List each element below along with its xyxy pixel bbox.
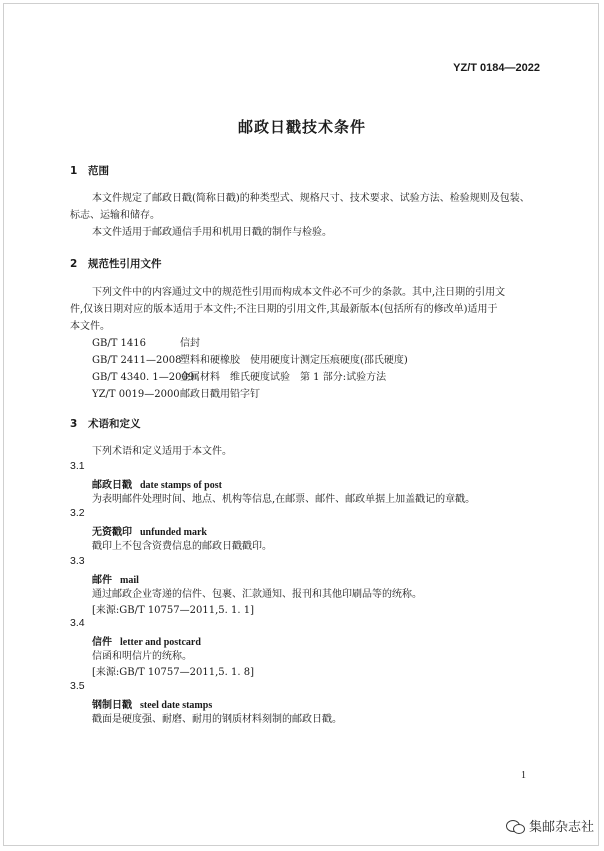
term-en: date stamps of post [140, 480, 222, 491]
section-2-para-1-end: 本文件。 [70, 321, 110, 332]
section-2-title: 规范性引用文件 [88, 258, 162, 270]
section-2-number: 2 [70, 258, 78, 270]
term-heading [92, 633, 201, 648]
reference-title: 邮政日戳用铅字钉 [180, 389, 260, 400]
reference-title: 金属材料 维氏硬度试验 第 1 部分:试验方法 [180, 372, 387, 383]
reference-item [92, 335, 200, 352]
term-heading [92, 571, 139, 586]
watermark [506, 816, 594, 835]
section-3-heading [70, 416, 141, 431]
section-3-title: 术语和定义 [88, 418, 141, 430]
section-1-heading [70, 163, 109, 178]
section-1-para-1: 本文件规定了邮政日戳(简称日戳)的种类型式、规格尺寸、技术要求、试验方法、检验规则及包装、 [92, 193, 530, 204]
term-cn: 信件 [92, 637, 112, 648]
term-number: 3.4 [70, 617, 85, 629]
standard-code: YZ/T 0184—2022 [453, 62, 540, 74]
watermark-text: 集邮杂志社 [528, 820, 594, 835]
term-cn: 钢制日戳 [92, 700, 132, 711]
document-title: 邮政日戳技术条件 [237, 118, 366, 136]
section-2-heading [70, 256, 162, 271]
reference-item [92, 386, 260, 403]
term-cn: 无资戳印 [92, 527, 132, 538]
reference-item [92, 369, 386, 386]
term-definition: 通过邮政企业寄递的信件、包裹、汇款通知、报刊和其他印刷品等的统称。 [92, 589, 422, 600]
term-number: 3.3 [70, 555, 85, 567]
reference-title: 塑料和硬橡胶 使用硬度计测定压痕硬度(邵氏硬度) [180, 355, 408, 366]
term-en: letter and postcard [120, 637, 201, 648]
term-definition: 戳印上不包含资费信息的邮政日戳戳印。 [92, 541, 272, 552]
reference-title: 信封 [180, 338, 200, 349]
reference-code: GB/T 1416 [92, 338, 147, 349]
term-definition: 为表明邮件处理时间、地点、机构等信息,在邮票、邮件、邮政单据上加盖戳记的章戳。 [92, 494, 476, 505]
term-number: 3.1 [70, 460, 85, 472]
section-2-para-1: 下列文件中的内容通过文中的规范性引用而构成本文件必不可少的条款。其中,注日期的引用文 [92, 287, 506, 298]
section-1-number: 1 [70, 165, 78, 177]
term-en: steel date stamps [140, 700, 213, 711]
section-2-para-1-cont: 件,仅该日期对应的版本适用于本文件;不注日期的引用文件,其最新版本(包括所有的修改单)适用于 [70, 304, 498, 315]
term-heading [92, 476, 222, 491]
term-number: 3.5 [70, 680, 85, 692]
term-heading [92, 696, 212, 711]
section-3-number: 3 [70, 418, 78, 430]
term-heading [92, 523, 207, 538]
term-number: 3.2 [70, 507, 85, 519]
wechat-icon [506, 819, 524, 833]
reference-code: GB/T 4340. 1—2009 [92, 372, 195, 383]
reference-item [92, 352, 408, 369]
reference-code: GB/T 2411—2008 [92, 355, 182, 366]
page-number: 1 [521, 770, 526, 781]
section-3-intro: 下列术语和定义适用于本文件。 [92, 446, 232, 457]
term-definition: 戳面是硬度强、耐磨、耐用的钢质材料刻制的邮政日戳。 [92, 714, 342, 725]
term-cn: 邮件 [92, 575, 112, 586]
term-definition: 信函和明信片的统称。 [92, 651, 192, 662]
reference-code: YZ/T 0019—2000 [92, 389, 180, 400]
term-en: unfunded mark [140, 527, 207, 538]
section-1-para-1-cont: 标志、运输和储存。 [70, 210, 160, 221]
term-en: mail [120, 575, 139, 586]
term-cn: 邮政日戳 [92, 480, 132, 491]
term-source: [来源:GB/T 10757—2011,5. 1. 8] [92, 667, 254, 678]
section-1-para-2: 本文件适用于邮政通信手用和机用日戳的制作与检验。 [92, 227, 332, 238]
term-source: [来源:GB/T 10757—2011,5. 1. 1] [92, 605, 254, 616]
section-1-title: 范围 [88, 165, 109, 177]
